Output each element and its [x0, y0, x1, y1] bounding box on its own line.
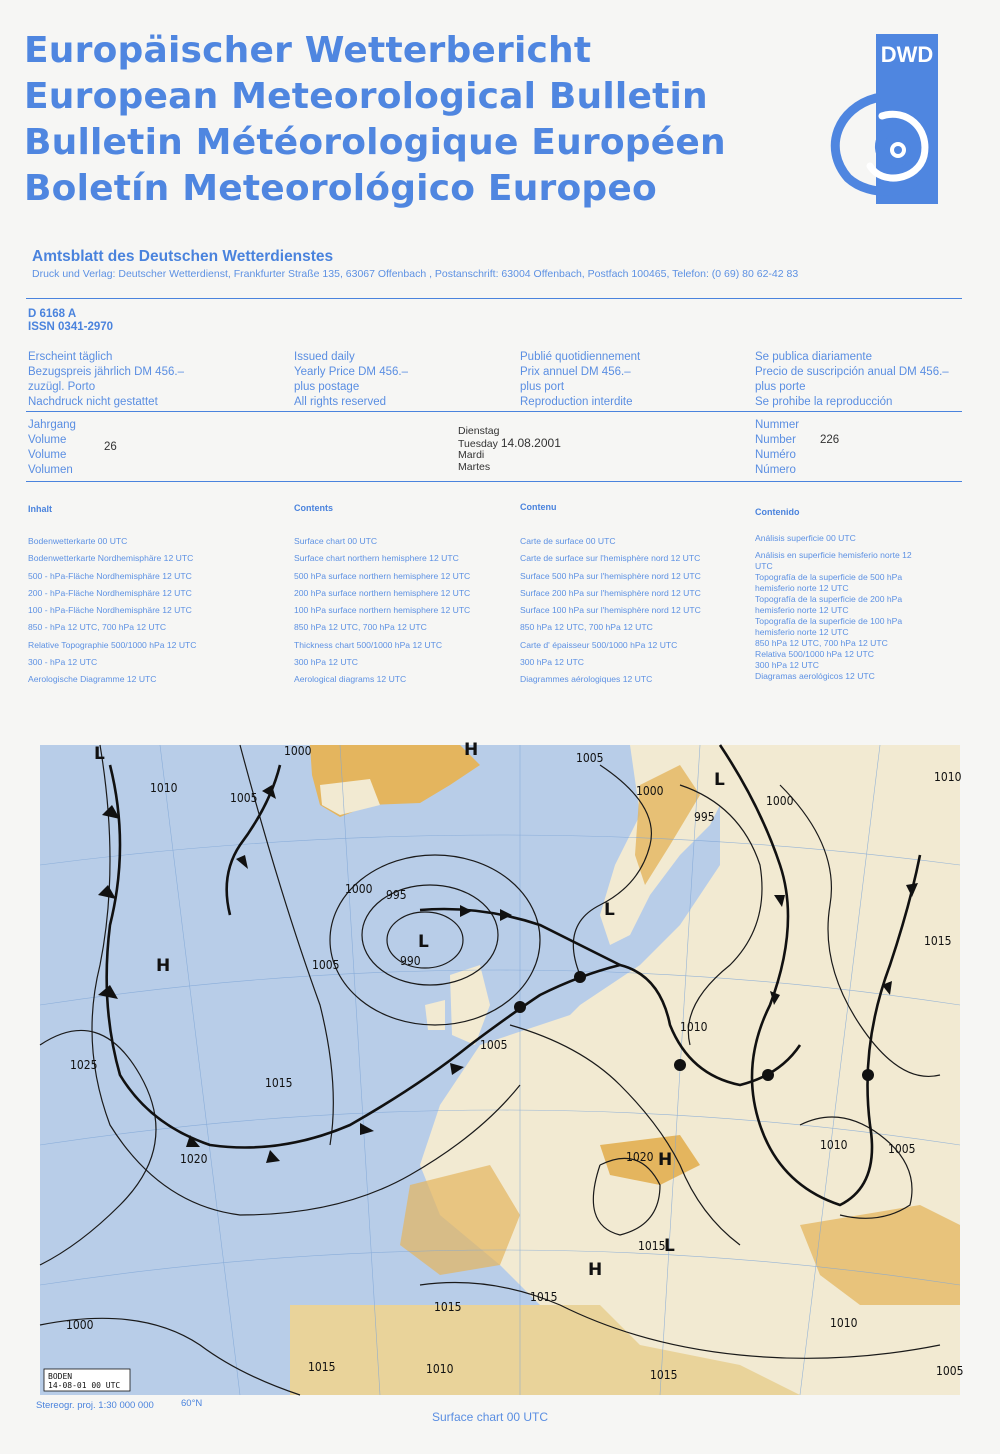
isobar-label: 1005: [312, 958, 340, 972]
isobar-label: 1015: [308, 1360, 336, 1374]
title-de: Europäischer Wetterbericht: [24, 30, 592, 71]
isobar-label: 1005: [888, 1142, 916, 1156]
isobar-label: 1010: [680, 1020, 708, 1034]
contents-list-fr: Carte de surface 00 UTC Carte de surface sur l'hemisphère nord 12 UTC Surface 500 hPa sur l'hemisphère nord 12 UTC Surface 200 hPa sur l'hemisphère nord 12 UTC Surface 100 hPa sur l'hemisphère nord 12 UTC 850 hPa 12 UTC, 700 hPa 12 UTC Carte d' épaisseur 500/1000 hPa 12 UTC 300 hPa 12 UTC Diagrammes aérologiques 12 UTC: [520, 536, 701, 685]
logo-text: DWD: [880, 42, 934, 67]
isobar-label: 1025: [70, 1058, 98, 1072]
isobar-label: 995: [694, 810, 715, 824]
isobar-label: 1005: [936, 1364, 964, 1378]
isobar-label: 1010: [150, 781, 178, 795]
contents-list-de: Bodenwetterkarte 00 UTC Bodenwetterkarte Nordhemisphäre 12 UTC 500 - hPa-Fläche Nordhemisphäre 12 UTC 200 - hPa-Fläche Nordhemisphäre 12 UTC 100 - hPa-Fläche Nordhemisphäre 12 UTC 850 - hPa 12 UTC, 700 hPa 12 UTC Relative Topographie 500/1000 hPa 12 UTC 300 - hPa 12 UTC Aerologische Diagramme 12 UTC: [28, 536, 197, 685]
info-column-fr: Publié quotidiennement Prix annuel DM 456.– plus port Reproduction interdite: [520, 351, 641, 408]
isobar-label: 1020: [180, 1152, 208, 1166]
isobar-label: 1020: [626, 1150, 654, 1164]
projection-note: Stereogr. proj. 1:30 000 000: [36, 1400, 154, 1411]
info-column-es: Se publica diariamente Precio de suscripción anual DM 456.– plus porte Se prohibe la reproducción: [755, 351, 949, 408]
divider: [26, 298, 962, 299]
publisher-address: Druck und Verlag: Deutscher Wetterdienst, Frankfurter Straße 135, 63067 Offenbach , Postanschrift: 63004 Offenbach, Postfach 100465, Telefon: (0 69) 80 62-42 83: [32, 268, 799, 280]
volume-labels: Jahrgang Volume Volume Volumen: [28, 419, 76, 476]
bulletin-titles: [24, 28, 726, 212]
title-fr: Bulletin Météorologique Européen: [24, 122, 726, 163]
isobar-label: 1010: [426, 1362, 454, 1376]
isobar-label: 1000: [284, 744, 312, 758]
date-value: 14.08.2001: [500, 435, 561, 450]
isobar-label: 990: [400, 954, 421, 968]
info-column-de: Erscheint täglich Bezugspreis jährlich DM 456.– zuzügl. Porto Nachdruck nicht gestattet: [28, 351, 184, 408]
isobar-label: 1015: [650, 1368, 678, 1382]
isobar-label: 1015: [530, 1290, 558, 1304]
title-es: Boletín Meteorológico Europeo: [24, 168, 657, 209]
isobar-label: 1000: [345, 882, 373, 896]
contents-list-es: Análisis superficie 00 UTC Análisis en superficie hemisferio norte 12 UTC Topografía de la superficie de 500 hPa hemisferio norte 12 UTC Topografía de la superficie de 200 hPa hemisferio norte 12 UTC Topografía de la superficie de 100 hPa hemisferio norte 12 UTC 850 hPa 12 UTC, 700 hPa 12 UTC Relativa 500/1000 hPa 12 UTC 300 hPa 12 UTC Diagramas aerológicos 12 UTC: [755, 533, 912, 681]
isobar-label: 1000: [636, 784, 664, 798]
publisher-name: Amtsblatt des Deutschen Wetterdienstes: [32, 248, 334, 265]
stamp-title: BODEN: [48, 1372, 73, 1381]
contents-heading-de: Inhalt: [28, 504, 52, 514]
contents-heading-fr: Contenu: [520, 502, 557, 512]
contents-heading-en: Contents: [294, 503, 333, 513]
high-pressure-marker: H: [658, 1150, 673, 1170]
isobar-label: 1000: [766, 794, 794, 808]
surface-weather-map: [40, 740, 964, 1395]
contents-list-en: Surface chart 00 UTC Surface chart northern hemisphere 12 UTC 500 hPa surface northern hemisphere 12 UTC 200 hPa surface northern hemisphere 12 UTC 100 hPa surface northern hemisphere 12 UTC 850 hPa 12 UTC, 700 hPa 12 UTC Thickness chart 500/1000 hPa 12 UTC 300 hPa 12 UTC Aerological diagrams 12 UTC: [294, 536, 471, 685]
isobar-label: 1010: [830, 1316, 858, 1330]
volume-value: 26: [104, 441, 117, 453]
dwd-spiral-icon: [818, 28, 942, 210]
isobar-label: 995: [386, 888, 407, 902]
isobar-label: 1005: [480, 1038, 508, 1052]
isobar-label: 1015: [434, 1300, 462, 1314]
isobar-label: 1005: [576, 751, 604, 765]
isobar-label: 1005: [230, 791, 258, 805]
isobar-label: 1000: [66, 1318, 94, 1332]
low-pressure-marker: L: [94, 744, 105, 764]
map-caption: Surface chart 00 UTC: [432, 1410, 549, 1424]
isobar-label: 1010: [820, 1138, 848, 1152]
issue-date: Dienstag Tuesday 14.08.2001 Mardi Martes: [458, 425, 561, 473]
high-pressure-marker: H: [588, 1260, 603, 1280]
stamp-date: 14-08-01 00 UTC: [48, 1381, 121, 1390]
title-en: European Meteorological Bulletin: [24, 76, 708, 117]
low-pressure-marker: L: [664, 1236, 675, 1256]
divider: [26, 481, 962, 482]
info-column-en: Issued daily Yearly Price DM 456.– plus postage All rights reserved: [294, 351, 408, 408]
high-pressure-marker: H: [464, 740, 479, 760]
latitude-note: 60°N: [181, 1398, 203, 1409]
number-value: 226: [820, 434, 840, 446]
isobar-label: 1015: [924, 934, 952, 948]
low-pressure-marker: L: [714, 770, 725, 790]
low-pressure-marker: L: [604, 900, 615, 920]
divider: [26, 411, 962, 412]
high-pressure-marker: H: [156, 956, 171, 976]
isobar-label: 1010: [934, 770, 962, 784]
contents-heading-es: Contenido: [755, 507, 800, 517]
isobar-label: 1015: [638, 1239, 666, 1253]
issn-code: ISSN 0341-2970: [28, 321, 114, 333]
number-labels: Nummer Number Numéro Número: [755, 419, 800, 476]
weather-map-svg: [40, 740, 964, 1395]
dwd-logo: [818, 28, 942, 210]
d-code: D 6168 A: [28, 308, 77, 320]
isobar-label: 1015: [265, 1076, 293, 1090]
low-pressure-marker: L: [418, 932, 429, 952]
